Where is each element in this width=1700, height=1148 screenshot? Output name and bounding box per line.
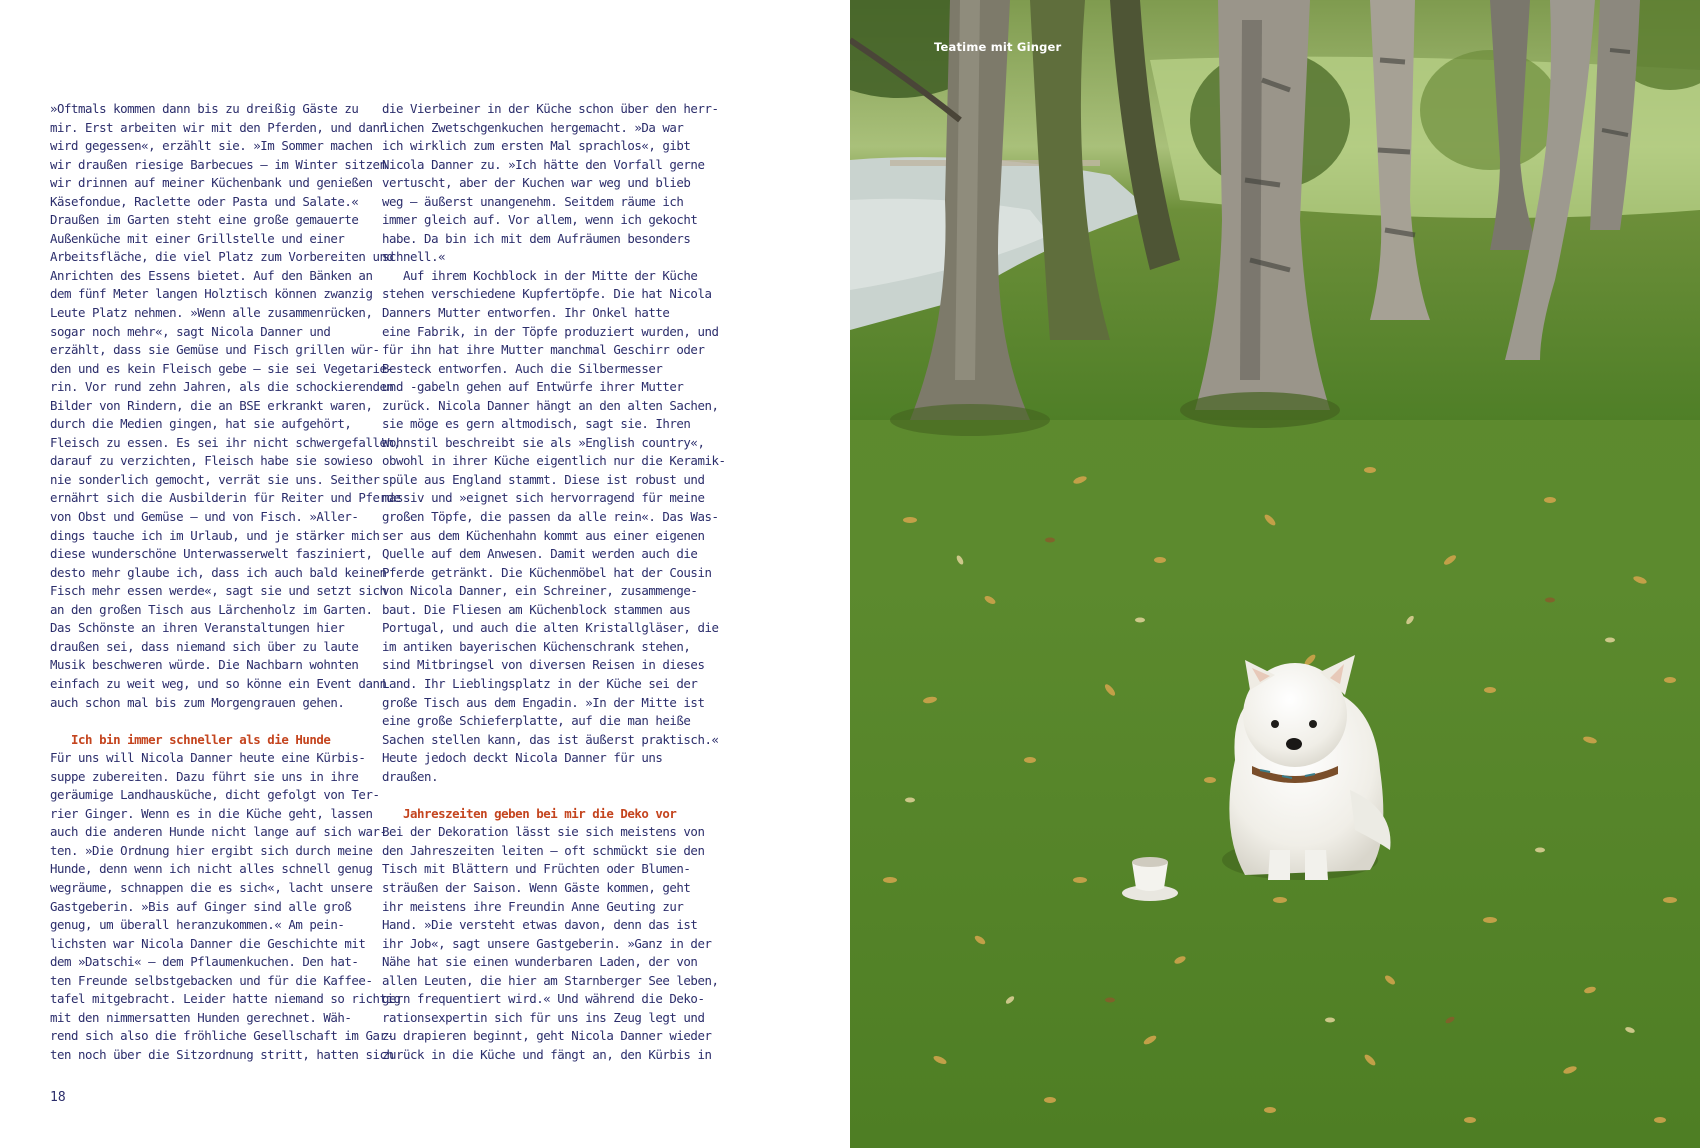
section-subheading: Ich bin immer schneller als die Hunde (50, 731, 331, 747)
text-line: Käsefondue, Raclette oder Pasta und Salate.« (50, 193, 359, 209)
text-line: mit den nimmersatten Hunden gerechnet. Wäh- (50, 1009, 352, 1025)
text-line: Außenküche mit einer Grillstelle und einer (50, 230, 345, 246)
text-line: ich wirklich zum ersten Mal sprachlos«, gibt (382, 138, 691, 154)
text-line: Land. Ihr Lieblingsplatz in der Küche sei der (382, 675, 698, 691)
text-line: Musik beschweren würde. Die Nachbarn wohnten (50, 657, 359, 673)
text-line: wegräume, schnappen die es sich«, lacht unsere (50, 879, 373, 895)
text-line: rier Ginger. Wenn es in die Küche geht, lassen (50, 805, 373, 821)
text-line: diese wunderschöne Unterwasserwelt fasziniert, (50, 546, 373, 562)
text-line: Bei der Dekoration lässt sie sich meistens von (382, 824, 705, 840)
text-line: lichsten war Nicola Danner die Geschichte mit (50, 935, 366, 951)
text-line: auch die anderen Hunde nicht lange auf sich war- (50, 824, 387, 840)
photo-caption: Teatime mit Ginger (934, 40, 1062, 54)
text-line: darauf zu verzichten, Fleisch habe sie sowieso (50, 453, 373, 469)
text-line: rationsexpertin sich für uns ins Zeug legt und (382, 1009, 705, 1025)
text-line: Nähe hat sie einen wunderbaren Laden, der von (382, 954, 698, 970)
text-line: Hand. »Die versteht etwas davon, denn das ist (382, 917, 698, 933)
text-line: ernährt sich die Ausbilderin für Reiter und Pferde (50, 490, 401, 506)
text-line: wir drinnen auf meiner Küchenbank und genießen (50, 175, 373, 191)
paragraph-gap (50, 712, 362, 731)
text-line: geräumige Landhausküche, dicht gefolgt von Ter- (50, 787, 380, 803)
text-line: ser aus dem Küchenhahn kommt aus einer eigenen (382, 527, 705, 543)
text-line: Nicola Danner zu. »Ich hätte den Vorfall gerne (382, 156, 705, 172)
text-line: mir. Erst arbeiten wir mit den Pferden, und dann (50, 119, 387, 135)
text-line: Arbeitsfläche, die viel Platz zum Vorbereiten und (50, 249, 394, 265)
text-line: immer gleich auf. Vor allem, wenn ich gekocht (382, 212, 698, 228)
text-line: Danners Mutter entworfen. Ihr Onkel hatte (382, 305, 670, 321)
text-line: weg – äußerst unangenehm. Seitdem räume ich (382, 193, 684, 209)
text-line: spüle aus England stammt. Diese ist robust und (382, 471, 705, 487)
text-line: Leute Platz nehmen. »Wenn alle zusammenrücken, (50, 305, 373, 321)
text-line: und -gabeln gehen auf Entwürfe ihrer Mutter (382, 379, 684, 395)
text-line: Draußen im Garten steht eine große gemauerte (50, 212, 359, 228)
paragraph-gap (382, 786, 694, 805)
text-line: große Tisch aus dem Engadin. »In der Mitte ist (382, 694, 705, 710)
text-line: zurück. Nicola Danner hängt an den alten Sachen, (382, 397, 719, 413)
text-line: habe. Da bin ich mit dem Aufräumen besonders (382, 230, 691, 246)
text-line: Anrichten des Essens bietet. Auf den Bänken an (50, 267, 373, 283)
text-line: tafel mitgebracht. Leider hatte niemand so richtig (50, 991, 401, 1007)
text-line: Portugal, und auch die alten Kristallgläser, die (382, 620, 719, 636)
text-line: von Obst und Gemüse – und von Fisch. »Aller- (50, 509, 359, 525)
text-line: an den großen Tisch aus Lärchenholz im Garten. (50, 601, 373, 617)
text-line: Pferde getränkt. Die Küchenmöbel hat der Cousin (382, 564, 712, 580)
text-line: ten Freunde selbstgebacken und für die Kaffee- (50, 972, 373, 988)
dog-photo-icon (850, 0, 1700, 1148)
text-line: ihr Job«, sagt unsere Gastgeberin. »Ganz in der (382, 935, 712, 951)
text-line: zu drapieren beginnt, geht Nicola Danner wieder (382, 1028, 712, 1044)
text-line: für ihn hat ihre Mutter manchmal Geschirr oder (382, 342, 705, 358)
text-line: dem »Datschi« – dem Pflaumenkuchen. Den hat- (50, 954, 359, 970)
text-line: rend sich also die fröhliche Gesellschaft im Gar- (50, 1028, 394, 1044)
text-column-2 (382, 100, 726, 1064)
text-line: sogar noch mehr«, sagt Nicola Danner und (50, 323, 331, 339)
text-line: Besteck entworfen. Auch die Silbermesser (382, 360, 663, 376)
text-line: obwohl in ihrer Küche eigentlich nur die Keramik- (382, 453, 726, 469)
text-line: gern frequentiert wird.« Und während die Deko- (382, 991, 705, 1007)
text-line: Bilder von Rindern, die an BSE erkrankt waren, (50, 397, 373, 413)
text-line: genug, um überall heranzukommen.« Am pein- (50, 917, 345, 933)
photo-dog-in-garden (850, 0, 1700, 1148)
text-line: allen Leuten, die hier am Starnberger See leben, (382, 972, 719, 988)
text-line: Fisch mehr essen werde«, sagt sie und setzt sich (50, 583, 387, 599)
text-line: einfach zu weit weg, und so könne ein Event dann (50, 675, 387, 691)
text-line: rin. Vor rund zehn Jahren, als die schockierenden (50, 379, 394, 395)
text-line: Quelle auf dem Anwesen. Damit werden auch die (382, 546, 698, 562)
text-line: Fleisch zu essen. Es sei ihr nicht schwergefallen, (50, 434, 401, 450)
text-line: Sachen stellen kann, das ist äußerst praktisch.« (382, 731, 719, 747)
text-line: Wohnstil beschreibt sie als »English country«, (382, 434, 705, 450)
text-line: massiv und »eignet sich hervorragend für meine (382, 490, 705, 506)
text-line: Tisch mit Blättern und Früchten oder Blumen- (382, 861, 691, 877)
text-line: Für uns will Nicola Danner heute eine Kürbis- (50, 750, 366, 766)
text-line: ten. »Die Ordnung hier ergibt sich durch meine (50, 842, 373, 858)
text-line: lichen Zwetschgenkuchen hergemacht. »Da war (382, 119, 684, 135)
text-line: ten noch über die Sitzordnung stritt, hatten sich (50, 1046, 394, 1062)
text-line: zurück in die Küche und fängt an, den Kürbis in (382, 1046, 712, 1062)
section-subheading: Jahreszeiten geben bei mir die Deko vor (382, 805, 677, 821)
text-line: durch die Medien gingen, hat sie aufgehört, (50, 416, 352, 432)
text-line: Gastgeberin. »Bis auf Ginger sind alle groß (50, 898, 352, 914)
text-line: ihr meistens ihre Freundin Anne Geuting zur (382, 898, 684, 914)
text-line: eine große Schieferplatte, auf die man heiße (382, 713, 691, 729)
text-line: sie möge es gern altmodisch, sagt sie. Ihren (382, 416, 691, 432)
text-line: Heute jedoch deckt Nicola Danner für uns (382, 750, 663, 766)
text-line: erzählt, dass sie Gemüse und Fisch grillen wür- (50, 342, 380, 358)
text-line: dem fünf Meter langen Holztisch können zwanzig (50, 286, 373, 302)
text-line: eine Fabrik, in der Töpfe produziert wurden, und (382, 323, 719, 339)
text-line: den Jahreszeiten leiten – oft schmückt sie den (382, 842, 705, 858)
text-line: sträußen der Saison. Wenn Gäste kommen, geht (382, 879, 691, 895)
text-line: »Oftmals kommen dann bis zu dreißig Gäste zu (50, 101, 359, 116)
text-line: Hunde, denn wenn ich nicht alles schnell genug (50, 861, 373, 877)
text-column-1 (50, 100, 401, 1064)
text-line: von Nicola Danner, ein Schreiner, zusammenge- (382, 583, 698, 599)
page-number: 18 (50, 1090, 66, 1105)
text-line: die Vierbeiner in der Küche schon über den herr- (382, 101, 719, 116)
text-line: desto mehr glaube ich, dass ich auch bald keinen (50, 564, 387, 580)
text-line: sind Mitbringsel von diversen Reisen in dieses (382, 657, 705, 673)
text-line: schnell.« (382, 249, 446, 265)
text-line: vertuscht, aber der Kuchen war weg und blieb (382, 175, 691, 191)
text-line: großen Töpfe, die passen da alle rein«. Das Was- (382, 509, 719, 525)
text-line: nie sonderlich gemocht, verrät sie uns. Seither (50, 471, 380, 487)
text-line: wir draußen riesige Barbecues – im Winter sitzen (50, 156, 387, 172)
text-line: stehen verschiedene Kupfertöpfe. Die hat Nicola (382, 286, 712, 302)
text-line: baut. Die Fliesen am Küchenblock stammen aus (382, 601, 691, 617)
text-line: Das Schönste an ihren Veranstaltungen hier (50, 620, 345, 636)
text-line: Auf ihrem Kochblock in der Mitte der Küche (382, 267, 698, 283)
text-line: draußen. (382, 768, 439, 784)
text-line: dings tauche ich im Urlaub, und je stärker mich (50, 527, 380, 543)
text-line: suppe zubereiten. Dazu führt sie uns in ihre (50, 768, 359, 784)
text-line: auch schon mal bis zum Morgengrauen gehen. (50, 694, 345, 710)
text-line: draußen sei, dass niemand sich über zu laute (50, 638, 359, 654)
text-line: im antiken bayerischen Küchenschrank stehen, (382, 638, 691, 654)
text-line: wird gegessen«, erzählt sie. »Im Sommer machen (50, 138, 373, 154)
text-line: den und es kein Fleisch gebe – sie sei Vegetarie- (50, 360, 394, 376)
